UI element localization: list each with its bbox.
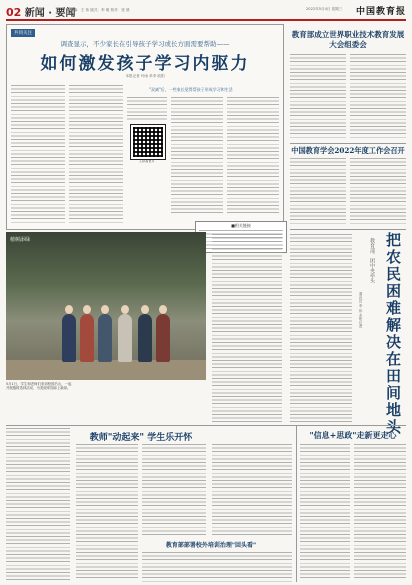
- photo-caption-text: 5月1日，学生和老师们来到校园后山，一起开展植树造林活动，为美丽家园添上新绿。: [6, 382, 72, 391]
- bottom-left-text: [6, 428, 70, 580]
- person-figure: [62, 314, 76, 362]
- right-story1-col2: [350, 54, 406, 140]
- column-divider: [296, 426, 297, 582]
- bottom-story1-col1: [76, 444, 138, 580]
- bottom-story1-title: 教师"动起来" 学生乐开怀: [89, 433, 193, 443]
- person-figure: [156, 314, 170, 362]
- bottom-story1-col2: [142, 444, 206, 536]
- pull-quote: "双减"后，一些家长觉得帮孩子形成学习和生活: [149, 87, 233, 92]
- issue-date: 2022年5月4日 星期三: [306, 7, 343, 11]
- feature-kicker: 共同关注: [11, 29, 35, 37]
- section-divider: [6, 425, 406, 426]
- right-story1-col1: [290, 54, 346, 140]
- middle-story-text: [212, 234, 282, 422]
- editor-credits: 主编：王 伟 版式：李 明 校对：张 晨: [70, 8, 130, 12]
- right-story2-col1: [290, 158, 346, 226]
- page-number: [6, 4, 76, 19]
- person-figure: [80, 314, 94, 362]
- person-figure: [98, 314, 112, 362]
- bottom-story2-title: 教育部部署校外培训治理"回头看": [165, 542, 257, 549]
- feature-column-3: [127, 97, 167, 121]
- qr-code: [131, 125, 165, 159]
- feature-column-2: [69, 85, 123, 225]
- feature-subtitle: 调查显示，不少家长在引导孩子学习或长方面需要帮助——: [60, 40, 230, 48]
- masthead-logo: 中国教育报: [355, 7, 406, 17]
- section-divider: [290, 229, 406, 230]
- person-figure: [118, 314, 132, 362]
- header-rule: [6, 19, 406, 21]
- vertical-headline: 把农民困难解决在田间地头: [384, 232, 402, 436]
- bottom-story3-col1: [300, 444, 350, 580]
- photo-ground: [6, 360, 206, 380]
- feature-column-1: [11, 85, 65, 225]
- right-story2-title: 中国教育学会2022年度工作会召开: [291, 146, 405, 155]
- vertical-kicker: 教育部、团中央牵头: [369, 238, 375, 283]
- bottom-story3-title: "信息+思政"走新更走心: [309, 430, 397, 440]
- bottom-story2-text: [142, 552, 292, 582]
- section-name: 新闻 · 要闻: [24, 8, 76, 19]
- right-story1-title: 教育部成立世界职业技术教育发展大会组委会: [291, 30, 405, 49]
- feature-title: 如何激发孩子学习内驱力: [40, 54, 250, 74]
- section-divider: [290, 143, 406, 144]
- page-number-value: 02: [6, 6, 22, 19]
- feature-article: [6, 24, 284, 230]
- person-figure: [138, 314, 152, 362]
- photo-caption: [6, 382, 72, 422]
- page-header: [6, 4, 406, 18]
- bottom-story1-col3: [212, 444, 292, 536]
- feature-column-5: [227, 97, 279, 215]
- news-photo: [6, 232, 206, 380]
- photo-label: 植树添绿: [10, 237, 31, 243]
- vertical-byline: 通讯员 李 伟 本报记者: [359, 292, 363, 328]
- related-link-title: ■相关链接: [231, 223, 251, 228]
- feature-byline: 本报记者 叶雨 单李 欧阳: [125, 74, 165, 78]
- right-story2-col2: [350, 158, 406, 226]
- bottom-story3-col2: [354, 444, 406, 580]
- vertical-story-text: [290, 234, 352, 422]
- qr-caption: 扫码看更多: [139, 159, 155, 163]
- feature-column-4: [171, 97, 223, 215]
